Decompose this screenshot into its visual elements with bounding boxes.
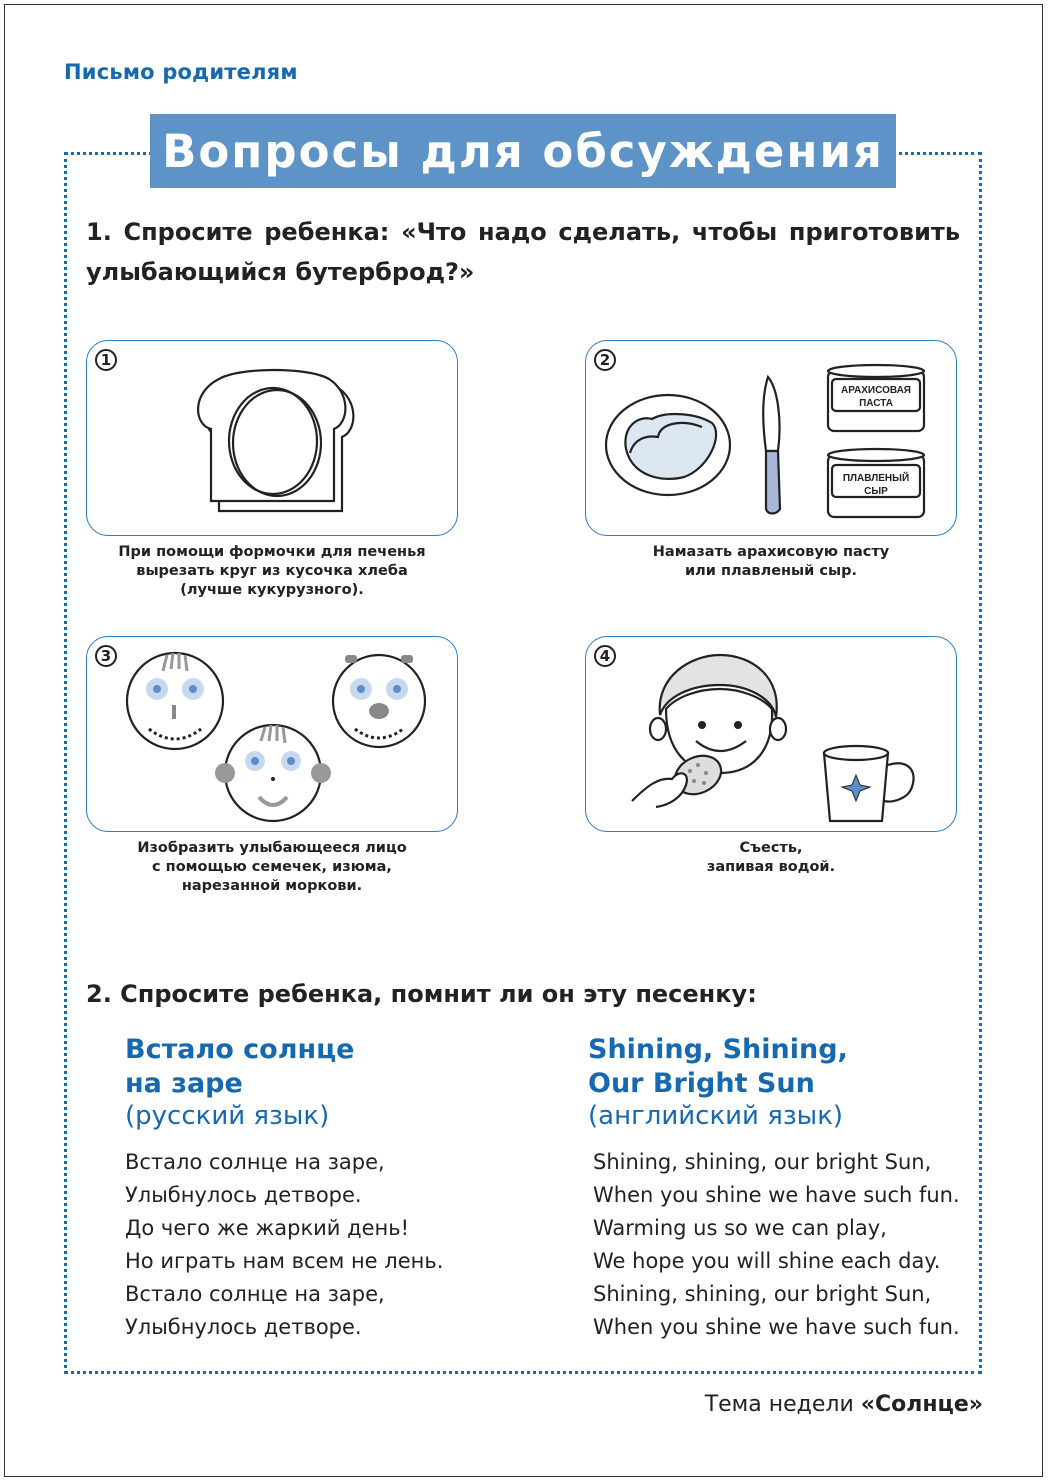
step-number: 1	[95, 349, 117, 371]
step-1-caption: При помощи формочки для печенья вырезать круг из кусочка хлеба (лучше кукурузного).	[118, 544, 426, 598]
step-3-box	[86, 636, 458, 832]
song-1-language: (русский язык)	[125, 1101, 330, 1131]
song-1-line: До чего же жаркий день!	[125, 1216, 410, 1240]
letter-label: Письмо родителям	[64, 60, 298, 84]
page-title: Вопросы для обсуждения	[162, 124, 884, 178]
question-2: 2. Спросите ребенка, помнит ли он эту песенку:	[86, 980, 757, 1008]
footer-topic-name: «Солнце»	[860, 1392, 983, 1417]
song-2-line: Shining, shining, our bright Sun,	[593, 1150, 932, 1174]
step-4-caption: Съесть, запивая водой.	[706, 840, 836, 875]
song-2-title-line1: Shining, Shining,	[588, 1034, 848, 1065]
footer-prefix: Тема недели	[704, 1392, 861, 1417]
bread-illustration	[87, 341, 459, 537]
step-number: 4	[594, 645, 616, 667]
jar-1-label-line2: ПАСТА	[859, 398, 893, 409]
song-2-line: When you shine we have such fun.	[593, 1315, 960, 1339]
song-1-line: Улыбнулось детворе.	[125, 1315, 362, 1339]
song-2-line: Shining, shining, our bright Sun,	[593, 1282, 932, 1306]
step-4-box	[585, 636, 957, 832]
song-1-title-line2: на заре	[125, 1068, 243, 1099]
jar-2-label-line2: СЫР	[864, 486, 888, 497]
eating-illustration	[586, 637, 958, 833]
song-1-line: Встало солнце на заре,	[125, 1282, 385, 1306]
step-2-caption: Намазать арахисовую пасту или плавленый сыр.	[652, 544, 890, 579]
song-2-line: Warming us so we can play,	[593, 1216, 887, 1240]
step-3-caption: Изобразить улыбающееся лицо с помощью семечек, изюма, нарезанной моркови.	[137, 840, 407, 894]
step-number: 2	[594, 349, 616, 371]
song-2-title-line2: Our Bright Sun	[588, 1068, 815, 1099]
song-1-line: Встало солнце на заре,	[125, 1150, 385, 1174]
song-2-line: We hope you will shine each day.	[593, 1249, 941, 1273]
song-2-language: (английский язык)	[588, 1101, 844, 1131]
footer-topic	[705, 1392, 983, 1417]
faces-illustration	[87, 637, 459, 833]
song-2-line: When you shine we have such fun.	[593, 1183, 960, 1207]
spread-illustration	[586, 341, 958, 537]
jar-1-label-line1: АРАХИСОВАЯ	[841, 385, 911, 396]
song-1-line: Улыбнулось детворе.	[125, 1183, 362, 1207]
title-banner	[150, 114, 896, 188]
step-number: 3	[95, 645, 117, 667]
jar-2-label-line1: ПЛАВЛЕНЫЙ	[842, 473, 910, 484]
step-2-box	[585, 340, 957, 536]
song-1-title-line1: Встало солнце	[125, 1034, 355, 1065]
song-1-line: Но играть нам всем не лень.	[125, 1249, 444, 1273]
step-1-box	[86, 340, 458, 536]
question-1: 1. Спросите ребенка: «Что надо сделать, чтобы приготовить улыбающийся бутерброд?»	[86, 218, 960, 286]
